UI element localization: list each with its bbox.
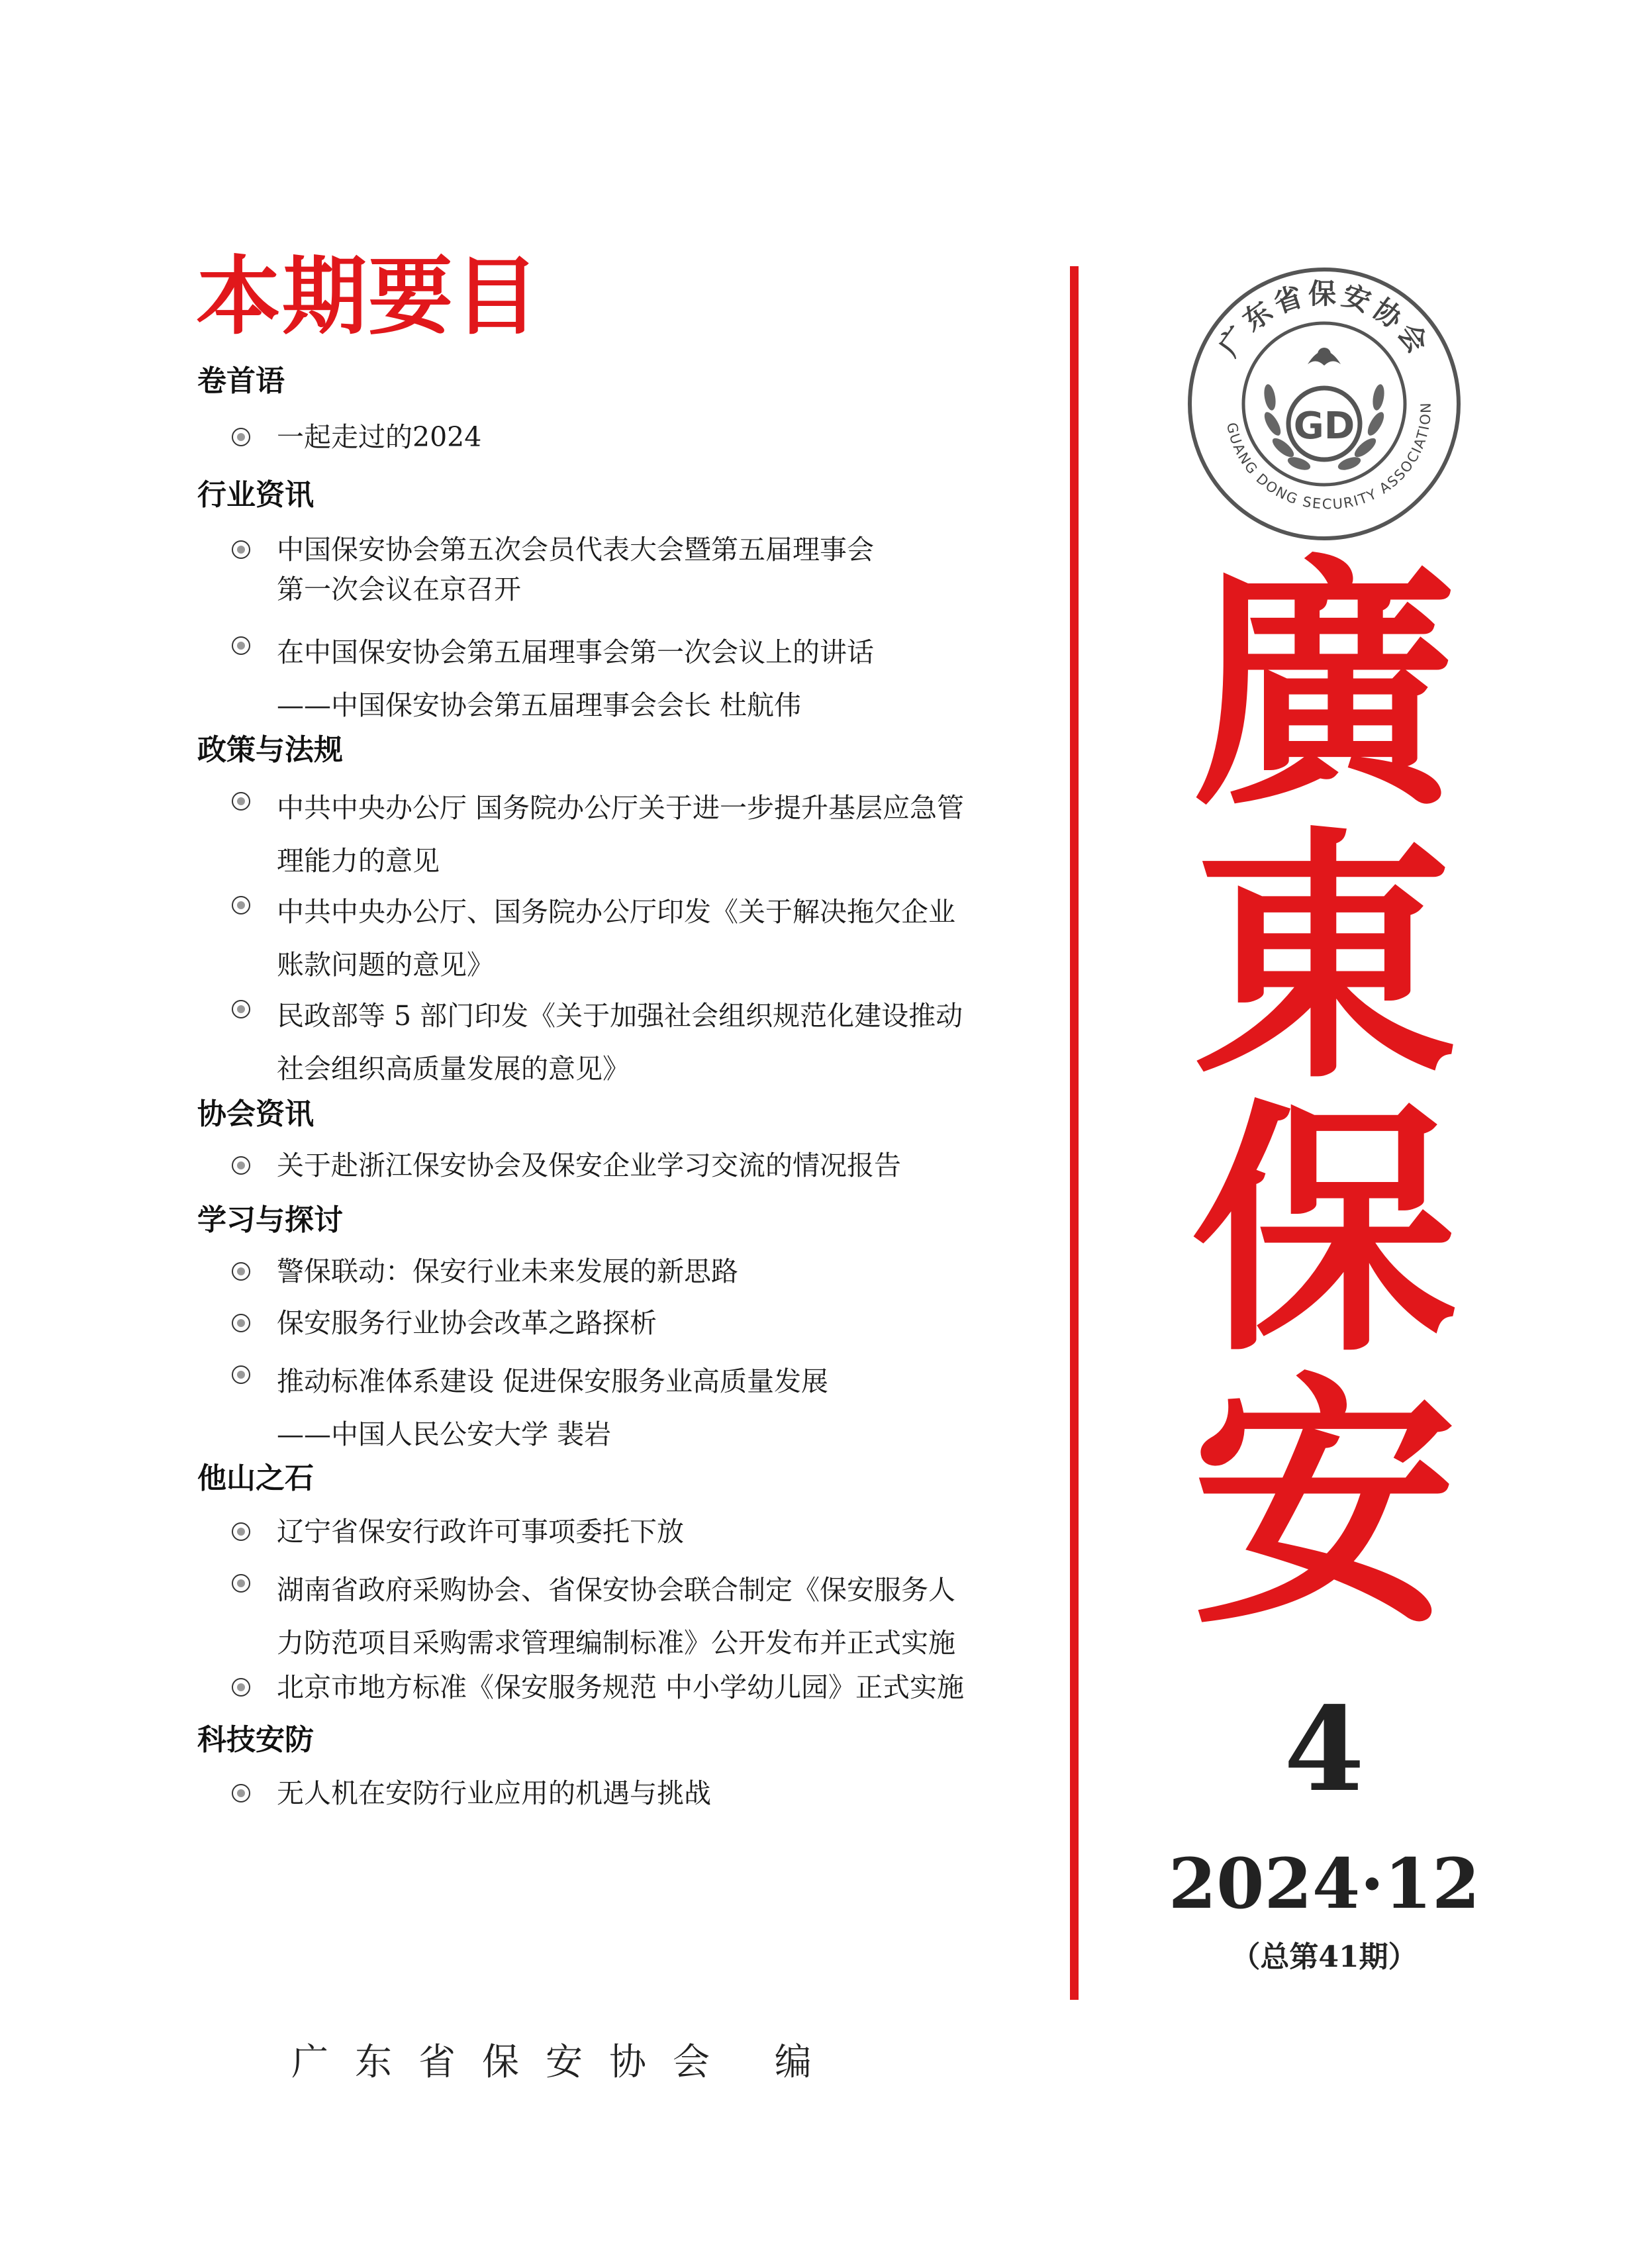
toc-entry (232, 1773, 1059, 1813)
toc-entry (232, 1563, 1059, 1669)
toc-entry (232, 1667, 1059, 1707)
association-logo-icon (1185, 265, 1463, 543)
toc-entry-line: 无人机在安防行业应用的机遇与挑战 (277, 1777, 711, 1809)
issue-number: 4 (1284, 1682, 1365, 1818)
toc-entry-line: 账款问题的意见》 (277, 949, 494, 981)
toc-entry-line: 警保联动：保安行业未来发展的新思路 (277, 1256, 738, 1287)
bullet-icon (232, 1314, 250, 1332)
toc-entry (232, 781, 1059, 887)
toc-entry-line: 中共中央办公厅 国务院办公厅关于进一步提升基层应急管 (277, 792, 965, 824)
toc-entry (232, 885, 1059, 991)
toc-entry (232, 1303, 1059, 1343)
magazine-title-char: 廣 (1192, 530, 1457, 842)
bullet-icon (232, 1262, 250, 1281)
toc-entry-line: 一起走过的2024 (277, 421, 482, 453)
issue-date: 2024·12 (1168, 1843, 1480, 1924)
bullet-icon (232, 1784, 250, 1802)
bullet-icon (232, 1365, 250, 1384)
logo-crest (1308, 348, 1341, 366)
toc-entry-line: 第一次会议在京召开 (277, 573, 521, 605)
toc-section-title: 他山之石 (197, 1461, 314, 1495)
bullet-icon (232, 1156, 250, 1175)
red-divider-rule (1070, 266, 1079, 2000)
toc-entry-line: 社会组织高质量发展的意见》 (277, 1053, 630, 1085)
toc-entry-line: 关于赴浙江保安协会及保安企业学习交流的情况报告 (277, 1150, 901, 1181)
toc-entry (232, 1512, 1059, 1552)
toc-section-title: 协会资讯 (197, 1097, 314, 1131)
toc-entry-line: 中共中央办公厅、国务院办公厅印发《关于解决拖欠企业 (277, 896, 955, 928)
bullet-icon (232, 636, 250, 655)
logo-ring-text: 广东省保安协会 (1212, 277, 1437, 362)
magazine-title-char: 東 (1192, 803, 1457, 1114)
toc-entry (232, 1252, 1059, 1291)
toc-entry-line: 民政部等 5 部门印发《关于加强社会组织规范化建设推动 (277, 1000, 963, 1032)
toc-section-title: 卷首语 (197, 364, 285, 398)
toc-entry-line: 力防范项目采购需求管理编制标准》公开发布并正式实施 (277, 1627, 955, 1659)
toc-entry-line: 湖南省政府采购协会、省保安协会联合制定《保安服务人 (277, 1574, 955, 1606)
bullet-icon (232, 792, 250, 811)
bullet-icon (232, 428, 250, 446)
toc-entry-line: 辽宁省保安行政许可事项委托下放 (277, 1516, 684, 1548)
toc-entry (232, 989, 1059, 1095)
toc-entry-line: 保安服务行业协会改革之路探析 (277, 1307, 657, 1339)
toc-entry (232, 1146, 1059, 1185)
toc-entry-line: 中国保安协会第五次会员代表大会暨第五届理事会 (277, 534, 874, 566)
toc-section-title: 行业资讯 (197, 478, 314, 512)
toc-entry-line: 北京市地方标准《保安服务规范 中小学幼儿园》正式实施 (277, 1671, 965, 1703)
toc-entry-line: ——中国保安协会第五届理事会会长 杜航伟 (277, 689, 802, 721)
magazine-title (1159, 530, 1490, 1660)
toc-section-title: 科技安防 (197, 1723, 314, 1757)
publisher-line: 广东省保安协会 编 (291, 2041, 838, 2084)
toc-entry-line: 在中国保安协会第五届理事会第一次会议上的讲话 (277, 636, 874, 668)
bullet-icon (232, 1522, 250, 1541)
toc-entry (232, 417, 1059, 457)
bullet-icon (232, 1000, 250, 1018)
bullet-icon (232, 896, 250, 914)
toc-title: 本期要目 (196, 248, 541, 346)
issue-total: （总第41期） (1231, 1940, 1418, 1974)
toc-section-title: 政策与法规 (197, 733, 343, 767)
bullet-icon (232, 1678, 250, 1697)
magazine-title-char: 安 (1192, 1349, 1457, 1660)
toc-entry-line: ——中国人民公安大学 裴岩 (277, 1418, 612, 1450)
bullet-icon (232, 1574, 250, 1593)
logo-monogram: GD (1293, 405, 1355, 448)
toc-entry (232, 530, 1059, 609)
magazine-title-char: 保 (1192, 1076, 1457, 1387)
toc-section-title: 学习与探讨 (197, 1203, 343, 1237)
bullet-icon (232, 540, 250, 559)
logo-ring-text-en: GUANG DONG SECURITY ASSOCIATION (1223, 401, 1434, 513)
toc-entry (232, 626, 1059, 732)
toc-entry-line: 理能力的意见 (277, 845, 440, 877)
toc-entry-line: 推动标准体系建设 促进保安服务业高质量发展 (277, 1365, 829, 1397)
toc-entry (232, 1355, 1059, 1461)
